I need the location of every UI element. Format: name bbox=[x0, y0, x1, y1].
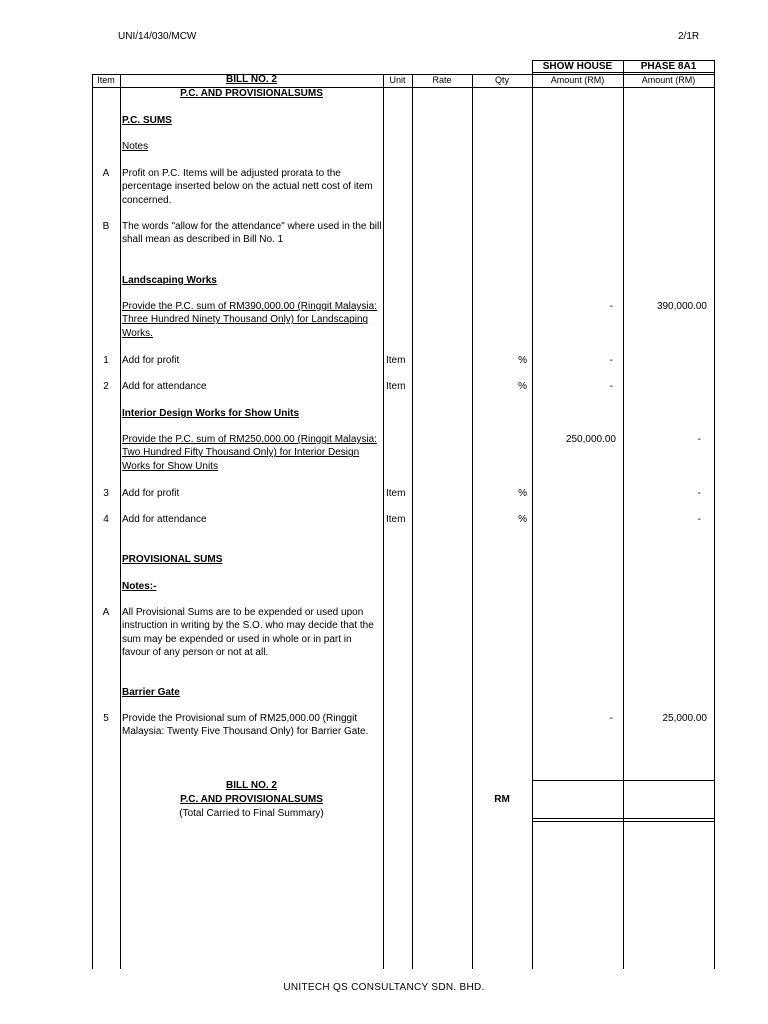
row-qty: % bbox=[518, 381, 527, 392]
row-show-house: - bbox=[609, 381, 613, 392]
note-b-item: B bbox=[102, 221, 110, 232]
interior-desc: Provide the P.C. sum of RM250,000.00 (Ringgit Malaysia: Two Hundred Fifty Thousand Only) for Interior Design Works for Show Units bbox=[122, 434, 377, 472]
interior-heading: Interior Design Works for Show Units bbox=[122, 408, 300, 419]
row-desc: Add for attendance bbox=[122, 381, 207, 392]
row-desc: Add for profit bbox=[122, 488, 180, 499]
total-currency-label: RM bbox=[494, 794, 510, 805]
provisional-notes-label: Notes:- bbox=[122, 581, 157, 592]
row-phase: - bbox=[697, 514, 701, 525]
row-show-house: - bbox=[609, 355, 613, 366]
column-header-qty: Qty bbox=[494, 75, 509, 85]
barrier-desc: Provide the Provisional sum of RM25,000.00 (Ringgit Malaysia: Twenty Five Thousand Only) for Barrier Gate. bbox=[122, 713, 369, 738]
column-header-phase: PHASE 8A1 bbox=[640, 61, 697, 72]
column-header-rate: Rate bbox=[432, 75, 452, 85]
provisional-sums-heading: PROVISIONAL SUMS bbox=[122, 554, 223, 565]
company-footer: UNITECH QS CONSULTANCY SDN. BHD. bbox=[283, 982, 485, 993]
landscaping-desc: Provide the P.C. sum of RM390,000.00 (Ringgit Malaysia: Three Hundred Ninety Thousand Only) for Landscaping Works. bbox=[122, 301, 377, 339]
row-unit: Item bbox=[386, 355, 406, 366]
barrier-gate-heading: Barrier Gate bbox=[122, 687, 180, 698]
bill-total-title: BILL NO. 2 bbox=[226, 780, 277, 791]
bill-title: BILL NO. 2 bbox=[226, 74, 277, 85]
bill-total-note: (Total Carried to Final Summary) bbox=[179, 808, 324, 819]
row-phase: - bbox=[697, 488, 701, 499]
note-b-text: The words "allow for the attendance" where used in the bill shall mean as described in Bill No. 1 bbox=[122, 221, 382, 246]
row-desc: Add for profit bbox=[122, 355, 180, 366]
page-number: 2/1R bbox=[678, 31, 700, 42]
interior-phase-amount: - bbox=[697, 434, 701, 445]
column-header-amount-show-house: Amount (RM) bbox=[550, 75, 605, 85]
note-a-item: A bbox=[102, 168, 110, 179]
bill-subtitle: P.C. AND PROVISIONALSUMS bbox=[180, 88, 323, 99]
row-item: 1 bbox=[103, 355, 109, 366]
column-header-unit: Unit bbox=[389, 75, 406, 85]
prov-note-a-text: All Provisional Sums are to be expended or used upon instruction in writing by the S.O. who may decide that the sum may be expended or used in whole or in part in favour of any person or not at all. bbox=[122, 607, 374, 658]
landscaping-show-house-amount: - bbox=[609, 301, 613, 312]
row-item: 4 bbox=[103, 514, 109, 525]
pc-notes-label: Notes bbox=[122, 141, 149, 152]
prov-note-a-item: A bbox=[102, 607, 110, 618]
barrier-phase-amount: 25,000.00 bbox=[662, 713, 707, 724]
row-item: 2 bbox=[103, 381, 109, 392]
row-qty: % bbox=[518, 514, 527, 525]
pc-sums-heading: P.C. SUMS bbox=[122, 115, 172, 126]
row-qty: % bbox=[518, 355, 527, 366]
column-header-item: Item bbox=[97, 75, 115, 85]
row-unit: Item bbox=[386, 514, 406, 525]
column-header-show-house: SHOW HOUSE bbox=[542, 61, 613, 72]
barrier-item: 5 bbox=[103, 713, 109, 724]
column-header-amount-phase: Amount (RM) bbox=[641, 75, 696, 85]
note-a-text: Profit on P.C. Items will be adjusted prorata to the percentage inserted below on the actual nett cost of item concerned. bbox=[122, 168, 373, 206]
row-unit: Item bbox=[386, 381, 406, 392]
landscaping-phase-amount: 390,000.00 bbox=[656, 301, 707, 312]
row-desc: Add for attendance bbox=[122, 514, 207, 525]
row-item: 3 bbox=[103, 488, 109, 499]
landscaping-heading: Landscaping Works bbox=[122, 275, 217, 286]
row-qty: % bbox=[518, 488, 527, 499]
row-unit: Item bbox=[386, 488, 406, 499]
barrier-show-house-amount: - bbox=[609, 713, 613, 724]
interior-show-house-amount: 250,000.00 bbox=[565, 434, 616, 445]
bill-total-subtitle: P.C. AND PROVISIONALSUMS bbox=[180, 794, 323, 805]
document-reference: UNI/14/030/MCW bbox=[118, 31, 197, 42]
